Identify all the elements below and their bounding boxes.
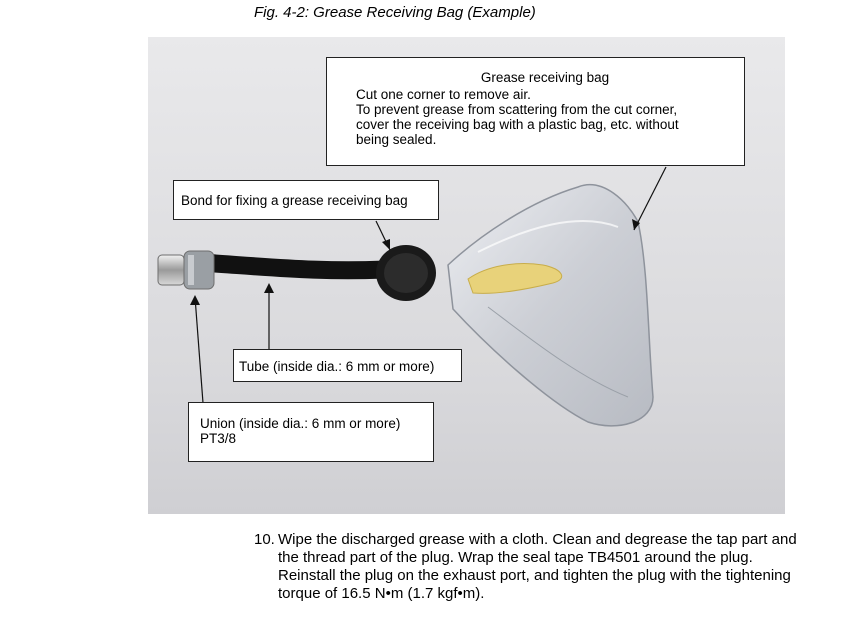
- callout-union-line: Union (inside dia.: 6 mm or more): [200, 416, 401, 431]
- union-nut: [158, 255, 184, 285]
- callout-bag-title: Grease receiving bag: [480, 70, 610, 85]
- tube: [208, 263, 393, 270]
- callout-union: [188, 402, 434, 462]
- callout-bag-line: cover the receiving bag with a plastic bag, etc. without: [356, 117, 679, 132]
- step-number: 10.: [254, 531, 275, 548]
- leader-union: [195, 297, 203, 403]
- callout-bag-line: To prevent grease from scattering from the cut corner,: [356, 102, 678, 117]
- callout-union-line: PT3/8: [200, 431, 237, 446]
- step-10: [254, 531, 814, 603]
- leader-bag: [634, 167, 666, 230]
- figure-caption: Fig. 4-2: Grease Receiving Bag (Example): [254, 4, 536, 21]
- callout-bag-line: being sealed.: [356, 132, 437, 147]
- callout-grease-receiving-bag: [326, 57, 745, 166]
- grease-bag: [448, 185, 653, 426]
- callout-bag-line: Cut one corner to remove air.: [356, 87, 531, 102]
- callout-tube: Tube (inside dia.: 6 mm or more): [233, 349, 462, 382]
- step-text: Wipe the discharged grease with a cloth. Clean and degrease the tap part and the thread part of the plug. Wrap the seal tape TB4501 around the plug. Reinstall the plug on the exhaust port, and tighten the plug with the tightening torque of 16.5 N•m (1.7 kgf•m).: [278, 531, 797, 602]
- callout-bond: Bond for fixing a grease receiving bag: [173, 180, 439, 220]
